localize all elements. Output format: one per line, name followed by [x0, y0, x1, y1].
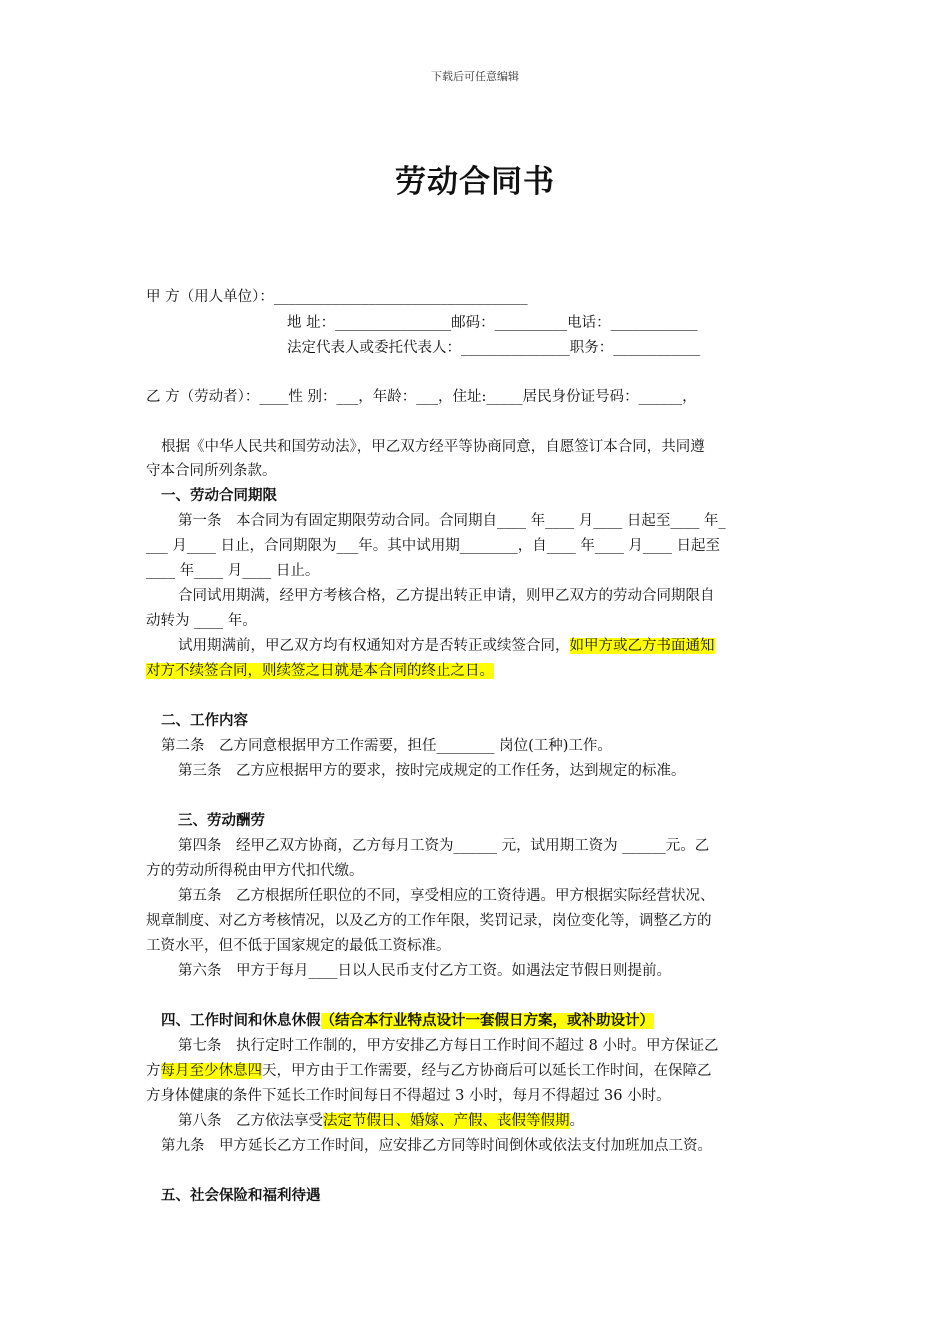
article-8-highlight: 法定节假日、婚嫁、产假、丧假等假期 [323, 1113, 570, 1129]
article-4-line-1: 第四条 经甲乙双方协商，乙方每月工资为______ 元，试用期工资为 ______元。乙 [178, 838, 710, 854]
article-7-highlight: 每月至少休息四 [160, 1063, 262, 1079]
article-8-text-b: 。 [569, 1113, 584, 1129]
article-4-line-2: 方的劳动所得税由甲方代扣代缴。 [146, 863, 364, 879]
section-4-heading-text: 四、工作时间和休息休假 [161, 1013, 321, 1029]
article-8-text-a: 第八条 乙方依法享受 [178, 1113, 323, 1129]
renewal-text: 试用期满前，甲乙双方均有权通知对方是否转正或续签合同， [178, 638, 570, 654]
party-b-line: 乙 方（劳动者）：____性 别：___，年龄：___，住址:_____居民身份证号码：______， [146, 389, 697, 405]
article-7-line-2 [146, 1061, 712, 1081]
article-9: 第九条 甲方延长乙方工作时间，应安排乙方同等时间倒休或依法支付加班加点工资。 [161, 1138, 712, 1154]
renewal-highlight-2: 对方不续签合同，则续签之日就是本合同的终止之日。 [146, 663, 494, 679]
party-a-line: 甲 方（用人单位）：___________________________________ [146, 289, 528, 305]
article-1-line-2: ___ 月____ 日止，合同期限为___年。其中试用期________，自____ 年____ 月____ 日起至 [146, 538, 721, 554]
probation-paragraph-line-2: 动转为 ____ 年。 [146, 613, 257, 629]
section-1-heading: 一、劳动合同期限 [161, 488, 277, 504]
section-3-heading: 三、劳动酬劳 [178, 813, 265, 829]
section-4-heading-highlight: （结合本行业特点设计一套假日方案，或补助设计） [320, 1013, 654, 1029]
preamble-line-2: 守本合同所列条款。 [146, 463, 277, 479]
renewal-paragraph-line-2 [146, 661, 494, 681]
section-5-heading: 五、社会保险和福利待遇 [161, 1188, 321, 1204]
article-5-line-3: 工资水平，但不低于国家规定的最低工资标准。 [146, 938, 451, 954]
party-a-representative-line: 法定代表人或委托代表人：_______________职务：____________ [287, 340, 701, 356]
article-2: 第二条 乙方同意根据甲方工作需要，担任________ 岗位(工种)工作。 [161, 738, 612, 754]
article-5-line-1: 第五条 乙方根据所任职位的不同，享受相应的工资待遇。甲方根据实际经营状况、 [178, 888, 715, 904]
article-3: 第三条 乙方应根据甲方的要求，按时完成规定的工作任务，达到规定的标准。 [178, 763, 686, 779]
renewal-highlight-1: 如甲方或乙方书面通知 [569, 638, 715, 654]
article-6: 第六条 甲方于每月____日以人民币支付乙方工资。如遇法定节假日则提前。 [178, 963, 671, 979]
renewal-paragraph-line-1 [178, 636, 715, 656]
article-1-line-1: 第一条 本合同为有固定期限劳动合同。合同期自____ 年____ 月____ 日起至____ 年_ [178, 513, 726, 529]
article-7-line-3: 方身体健康的条件下延长工作时间每日不得超过 3 小时，每月不得超过 36 小时。 [146, 1088, 671, 1104]
header-note: 下载后可任意编辑 [431, 70, 519, 83]
document-title: 劳动合同书 [395, 164, 555, 200]
section-2-heading: 二、工作内容 [161, 713, 248, 729]
article-8 [178, 1111, 584, 1131]
probation-paragraph-line-1: 合同试用期满，经甲方考核合格，乙方提出转正申请，则甲乙双方的劳动合同期限自 [178, 588, 715, 604]
article-7-text-b: 天，甲方由于工作需要，经与乙方协商后可以延长工作时间，在保障乙 [262, 1063, 712, 1079]
article-7-text-a: 方 [146, 1063, 161, 1079]
article-1-line-3: ____ 年____ 月____ 日止。 [146, 563, 320, 579]
article-7-line-1: 第七条 执行定时工作制的，甲方安排乙方每日工作时间不超过 8 小时。甲方保证乙 [178, 1038, 719, 1054]
article-5-line-2: 规章制度、对乙方考核情况，以及乙方的工作年限，奖罚记录，岗位变化等，调整乙方的 [146, 913, 712, 929]
preamble-line-1: 根据《中华人民共和国劳动法》，甲乙双方经平等协商同意，自愿签订本合同，共同遵 [161, 439, 705, 455]
party-a-address-line: 地 址：________________邮码：__________电话：____________ [287, 315, 698, 331]
section-4-heading [161, 1011, 654, 1031]
